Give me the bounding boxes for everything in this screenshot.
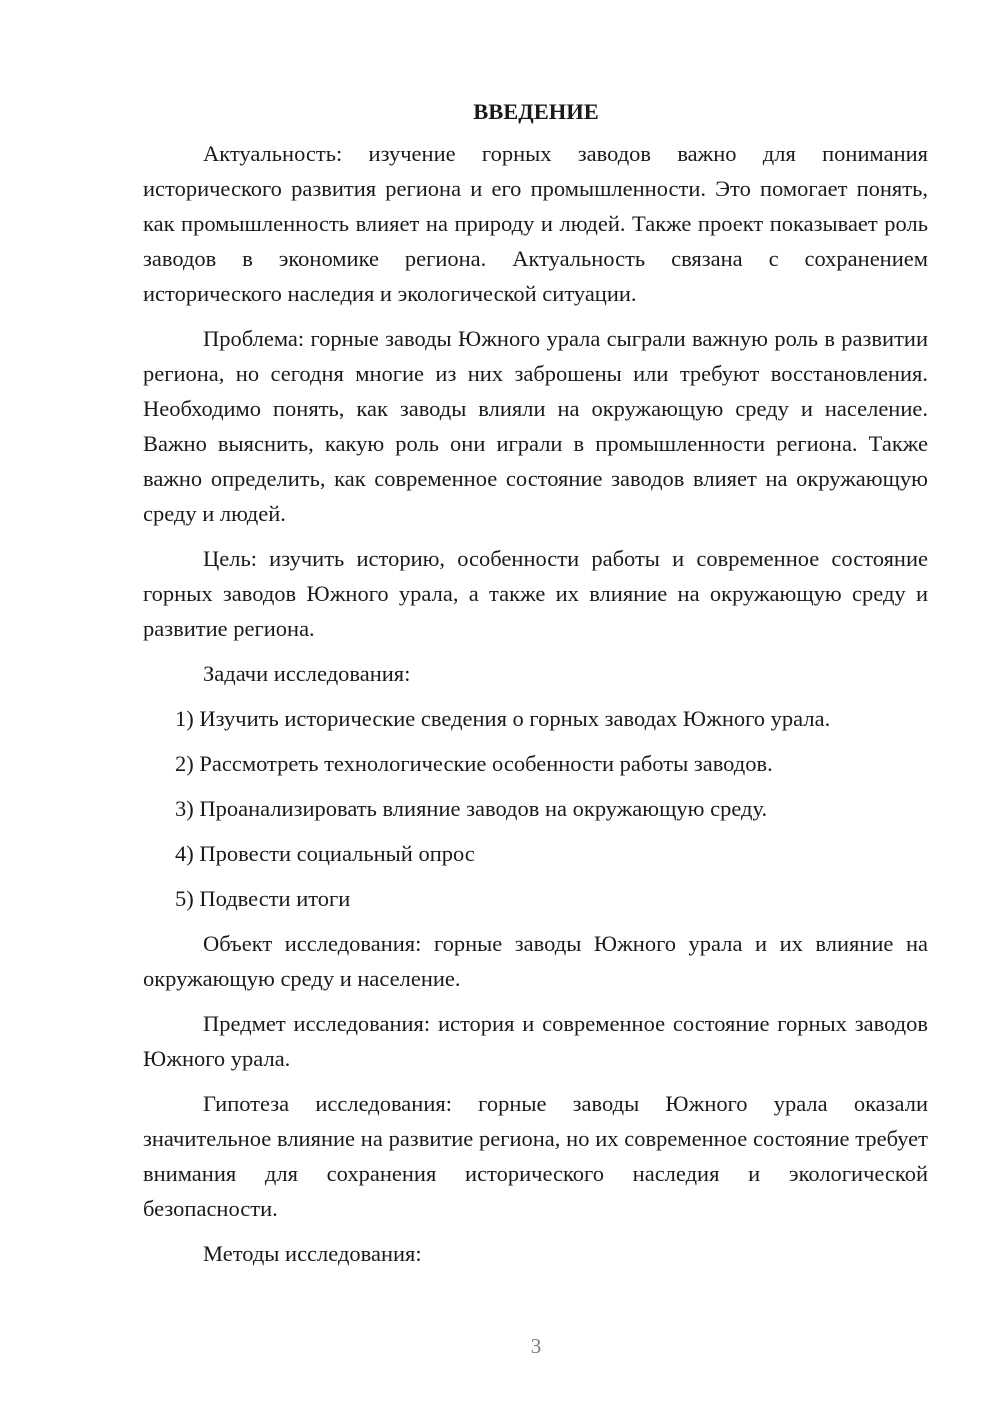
section-title: ВВЕДЕНИЕ [473, 99, 599, 124]
list-item: 3) Проанализировать влияние заводов на окружающую среду. [175, 796, 768, 821]
methods-heading: Методы исследования: [203, 1241, 422, 1266]
list-item: 4) Провести социальный опрос [175, 841, 475, 866]
problem-paragraph: Проблема: горные заводы Южного урала сыграли важную роль в развитии региона, но сегодня многие из них заброшены или требуют восстановления. Необходимо понять, как заводы влияли на окружающую среду и население. Важно выяснить, какую роль они играли в промышленности региона. Также важно определить, как современное состояние заводов влияет на окружающую среду и людей. [143, 326, 928, 526]
list-item: 5) Подвести итоги [175, 886, 351, 911]
list-item: 2) Рассмотреть технологические особенности работы заводов. [175, 751, 773, 776]
tasks-list [143, 701, 928, 916]
goal-paragraph: Цель: изучить историю, особенности работы и современное состояние горных заводов Южного урала, а также их влияние на окружающую среду и развитие региона. [143, 546, 928, 641]
document-body [143, 94, 928, 1281]
subject-paragraph: Предмет исследования: история и современное состояние горных заводов Южного урала. [143, 1011, 928, 1071]
tasks-heading: Задачи исследования: [203, 661, 411, 686]
relevance-paragraph: Актуальность: изучение горных заводов важно для понимания исторического развития региона и его промышленности. Это помогает понять, как промышленность влияет на природу и людей. Также проект показывает роль заводов в экономике региона. Актуальность связана с сохранением исторического наследия и экологической ситуации. [143, 141, 928, 306]
object-paragraph: Объект исследования: горные заводы Южного урала и их влияние на окружающую среду и население. [143, 931, 928, 991]
page-number: 3 [530, 1334, 542, 1358]
list-item: 1) Изучить исторические сведения о горных заводах Южного урала. [175, 706, 831, 731]
hypothesis-paragraph: Гипотеза исследования: горные заводы Южного урала оказали значительное влияние на развитие региона, но их современное состояние требует внимания для сохранения исторического наследия и экологической безопасности. [143, 1091, 928, 1221]
